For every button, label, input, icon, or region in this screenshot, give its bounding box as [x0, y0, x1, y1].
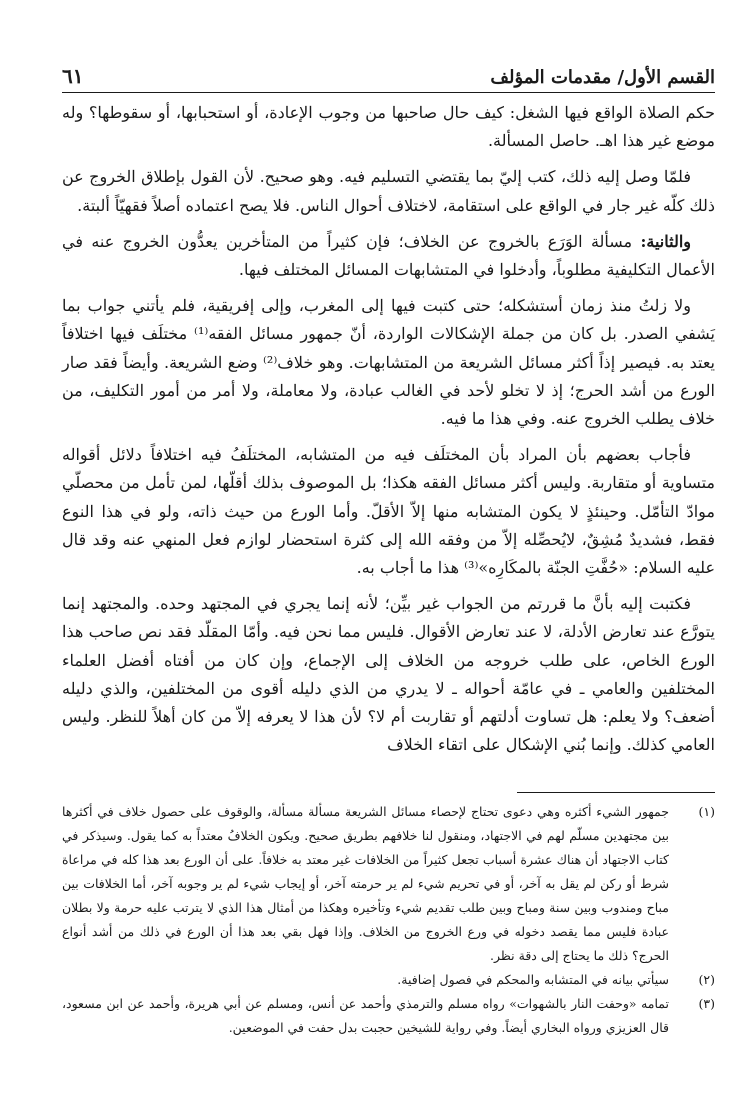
main-text	[62, 99, 715, 759]
footnote-text: جمهور الشيء أكثره وهي دعوى تحتاج لإحصاء مسائل الشريعة مسألة مسألة، والوقوف على حصول خلاف في أكثرها بين مجتهدين مسلّم لهم في الاجتهاد، ومنقول لنا خلافهم بطريق صحيح. ويكون الخلافُ معتداً به كما يقول. وسيذكر في كتاب الاجتهاد أن هناك عشرة أسباب تجعل كثيراً من الخلافات غير معتد به خلافاً. على أن الورع بعد هذا كله في مراعاة شرط أو ركن لم يقل به آخر، أو في تحريم شيء لم ير حرمته آخر، أو إيجاب شيء لم ير وجوبه آخر، أما الخلافات بين مباح ومندوب وبين سنة ومباح وبين طلب تقديم شيء وتأخيره وهكذا من أمثال هذا الذي لا يترتب عليه حرمة ولا بطلان عبادة فليس مما يقصد دخوله في ورع الخروج من الخلاف. وإذا فهل بقي بعد هذا أن الورع في ذلك من أشد أنواع الحرج؟ ذلك ما يحتاج إلى دقة نظر.	[62, 804, 669, 963]
footnote	[62, 992, 715, 1040]
paragraph-text: فلمّا وصل إليه ذلك، كتب إليّ بما يقتضي التسليم فيه. وهو صحيح. لأن القول بإطلاق الخروج عن ذلك كلّه غير جار في الواقع على استقامة، لاختلاف أحوال الناس. فلا يصح اعتماده أصلاً فقهيّاً ألبتة.	[62, 167, 715, 215]
paragraph	[62, 228, 715, 284]
paragraph	[62, 590, 715, 759]
paragraph	[62, 292, 715, 433]
footnotes	[62, 800, 715, 1040]
footnote-text: سيأتي بيانه في المتشابه والمحكم في فصول إضافية.	[397, 972, 669, 987]
footnote-text: تمامه «وحفت النار بالشهوات» رواه مسلم والترمذي وأحمد عن أنس، ومسلم عن أبي هريرة، وأحمد عن ابن مسعود، قال العزيزي ورواه البخاري أيضاً. وفي رواية للشيخين حجبت بدل حفت في الموضعين.	[62, 996, 669, 1035]
paragraph	[62, 441, 715, 582]
running-header	[62, 58, 715, 93]
page-number: ٦١	[62, 64, 84, 88]
section-title: القسم الأول/ مقدمات المؤلف	[490, 67, 715, 88]
footnote	[62, 968, 715, 992]
paragraph-text: مسألة الوَرَع بالخروج عن الخلاف؛ فإن كثيراً من المتأخرين يعدُّون الخروج عنه في الأعمال التكليفية مطلوباً، وأدخلوا في المتشابهات المسائل المختلف فيها.	[62, 231, 715, 280]
paragraph-text: فأجاب بعضهم بأن المراد بأن المختلَف فيه من المتشابه، المختلَفُ فيه اختلافاً دلائل أقواله متساوية أو متقاربة. وليس أكثر مسائل الفقه هكذا؛ بل الموصوف بذلك أقلّها، لمن تأمل من محصلّي موادّ التأمّل. وحينئذٍ لا يكون المتشابه منها إلاّ الأقلّ. وأما الورع من حيث ذاته، ولو في هذا النوع فقط، فشديدٌ مُشِقٌ، لايُحصِّله إلاّ من وفقه الله إلى كثرة استحضار لوازم فعل المنهي عنه وقد قال عليه السلام: «حُفَّتِ الجنّة بالمكَارِه»⁽³⁾ هذا ما أجاب به.	[62, 445, 716, 578]
footnote-number: (١)	[698, 804, 715, 819]
footnote-divider	[517, 792, 715, 793]
footnote-number: (٢)	[698, 972, 715, 987]
paragraph-lead: والثانية:	[640, 231, 691, 251]
paragraph	[62, 163, 715, 219]
paragraph-text: فكتبت إليه بأنَّ ما قررتم من الجواب غير بيِّن؛ لأنه إنما يجري في المجتهد وحده. والمجتهد إنما يتورَّع عند تعارض الأدلة، لا عند تعارض الأقوال. فليس مما نحن فيه. وأمّا المقلّد فقد نص صاحب هذا الورع الخاص، على طلب خروجه من الخلاف إلى الإجماع، وإن كان من أفتاه أفضل العلماء المختلفين والعامي ـ في عامّة أحواله ـ لا يدري من الذي دليله أقوى من المختلفين، والذي دليله أضعف؟ ولا يعلم: هل تساوت أدلتهم أو تقاربت أم لا؟ لأن هذا لا يعرفه إلاّ من كان أهلاً للنظر. وليس العامي كذلك. وإنما بُني الإشكال على اتقاء الخلاف	[62, 594, 715, 755]
footnote	[62, 800, 715, 968]
footnote-number: (٣)	[698, 996, 715, 1011]
paragraph	[62, 99, 715, 155]
paragraph-text: حكم الصلاة الواقع فيها الشغل: كيف حال صاحبها من وجوب الإعادة، أو استحبابها، أو سقوطها؟ وله موضع غير هذا اهـ. حاصل المسألة.	[62, 103, 715, 151]
paragraph-text: ولا زلتُ منذ زمان أستشكله؛ حتى كتبت فيها إلى المغرب، وإلى إفريقية، فلم يأتني جواب بما يَشفي الصدر. بل كان من جملة الإشكالات الواردة، أنّ جمهور مسائل الفقه⁽¹⁾ مختلَف فيها اختلافاً يعتد به. فيصير إذاً أكثر مسائل الشريعة من المتشابهات. وهو خلاف⁽²⁾ وضع الشريعة. وأيضاً فقد صار الورع من أشد الحرج؛ إذ لا تخلو لأحد في الغالب عبادة، ولا معاملة، ولا أمر من أمور التكليف، من خلاف يطلب الخروج عنه. وفي هذا ما فيه.	[62, 296, 716, 429]
